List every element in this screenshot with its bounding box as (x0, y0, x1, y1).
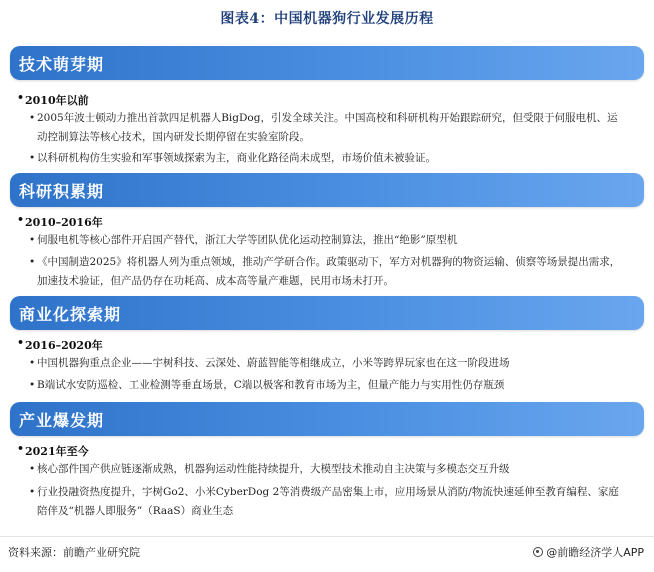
stage-period: • 2016–2020年 (25, 337, 103, 353)
stage-bullet: • 核心部件国产供应链逐渐成熟，机器狗运动性能持续提升，大模型技术推动自主决策与多模态交互升级 (37, 460, 622, 479)
brand-text: @前瞻经济学人APP (546, 546, 644, 559)
footer-divider (0, 536, 654, 537)
page-title: 图表4：中国机器狗行业发展历程 (220, 11, 434, 27)
stage-bullet: • B端试水安防巡检、工业检测等垂直场景，C端以极客和教育市场为主，但量产能力与实用性仍存瓶颈 (37, 376, 622, 395)
stage-bullet: • 伺服电机等核心部件开启国产替代，浙江大学等团队优化运动控制算法，推出“绝影”原型机 (37, 231, 622, 250)
source-note: 资料来源：前瞻产业研究院 (8, 546, 140, 559)
stage-bullet: • 《中国制造2025》将机器人列为重点领域，推动产学研合作。政策驱动下，军方对机器狗的物资运输、侦察等场景提出需求，加速技术验证，但产品仍存在功耗高、成本高等量产难题，民用市场未打开。 (37, 253, 622, 291)
stage-band-3 (10, 296, 644, 330)
stage-title: 技术萌芽期 (19, 55, 105, 74)
stage-title: 产业爆发期 (19, 411, 105, 430)
stage-bullet: • 行业投融资热度提升，宇树Go2、小米CyberDog 2等消费级产品密集上市，应用场景从消防/物流快速延伸至教育编程、家庭陪伴及“机器人即服务”（RaaS）商业生态 (37, 483, 622, 521)
qianzhan-logo-icon (533, 547, 543, 557)
stage-period: • 2010年以前 (25, 92, 89, 108)
stage-period: • 2010–2016年 (25, 214, 103, 230)
stage-band-2 (10, 173, 644, 207)
brand-credit (533, 544, 644, 560)
stage-bullet: • 2005年波士顿动力推出首款四足机器人BigDog，引发全球关注。中国高校和科研机构开始跟踪研究，但受限于伺服电机、运动控制算法等核心技术，国内研发长期停留在实验室阶段。 (37, 109, 622, 147)
stage-title: 科研积累期 (19, 182, 105, 201)
stage-period: • 2021年至今 (25, 443, 89, 459)
stage-title: 商业化探索期 (19, 305, 122, 324)
stage-bullet: • 以科研机构仿生实验和军事领域探索为主，商业化路径尚未成型，市场价值未被验证。 (37, 149, 622, 168)
stage-band-4 (10, 402, 644, 436)
stage-bullet: • 中国机器狗重点企业——宇树科技、云深处、蔚蓝智能等相继成立，小米等跨界玩家也在这一阶段进场 (37, 354, 622, 373)
stage-band-1 (10, 46, 644, 80)
